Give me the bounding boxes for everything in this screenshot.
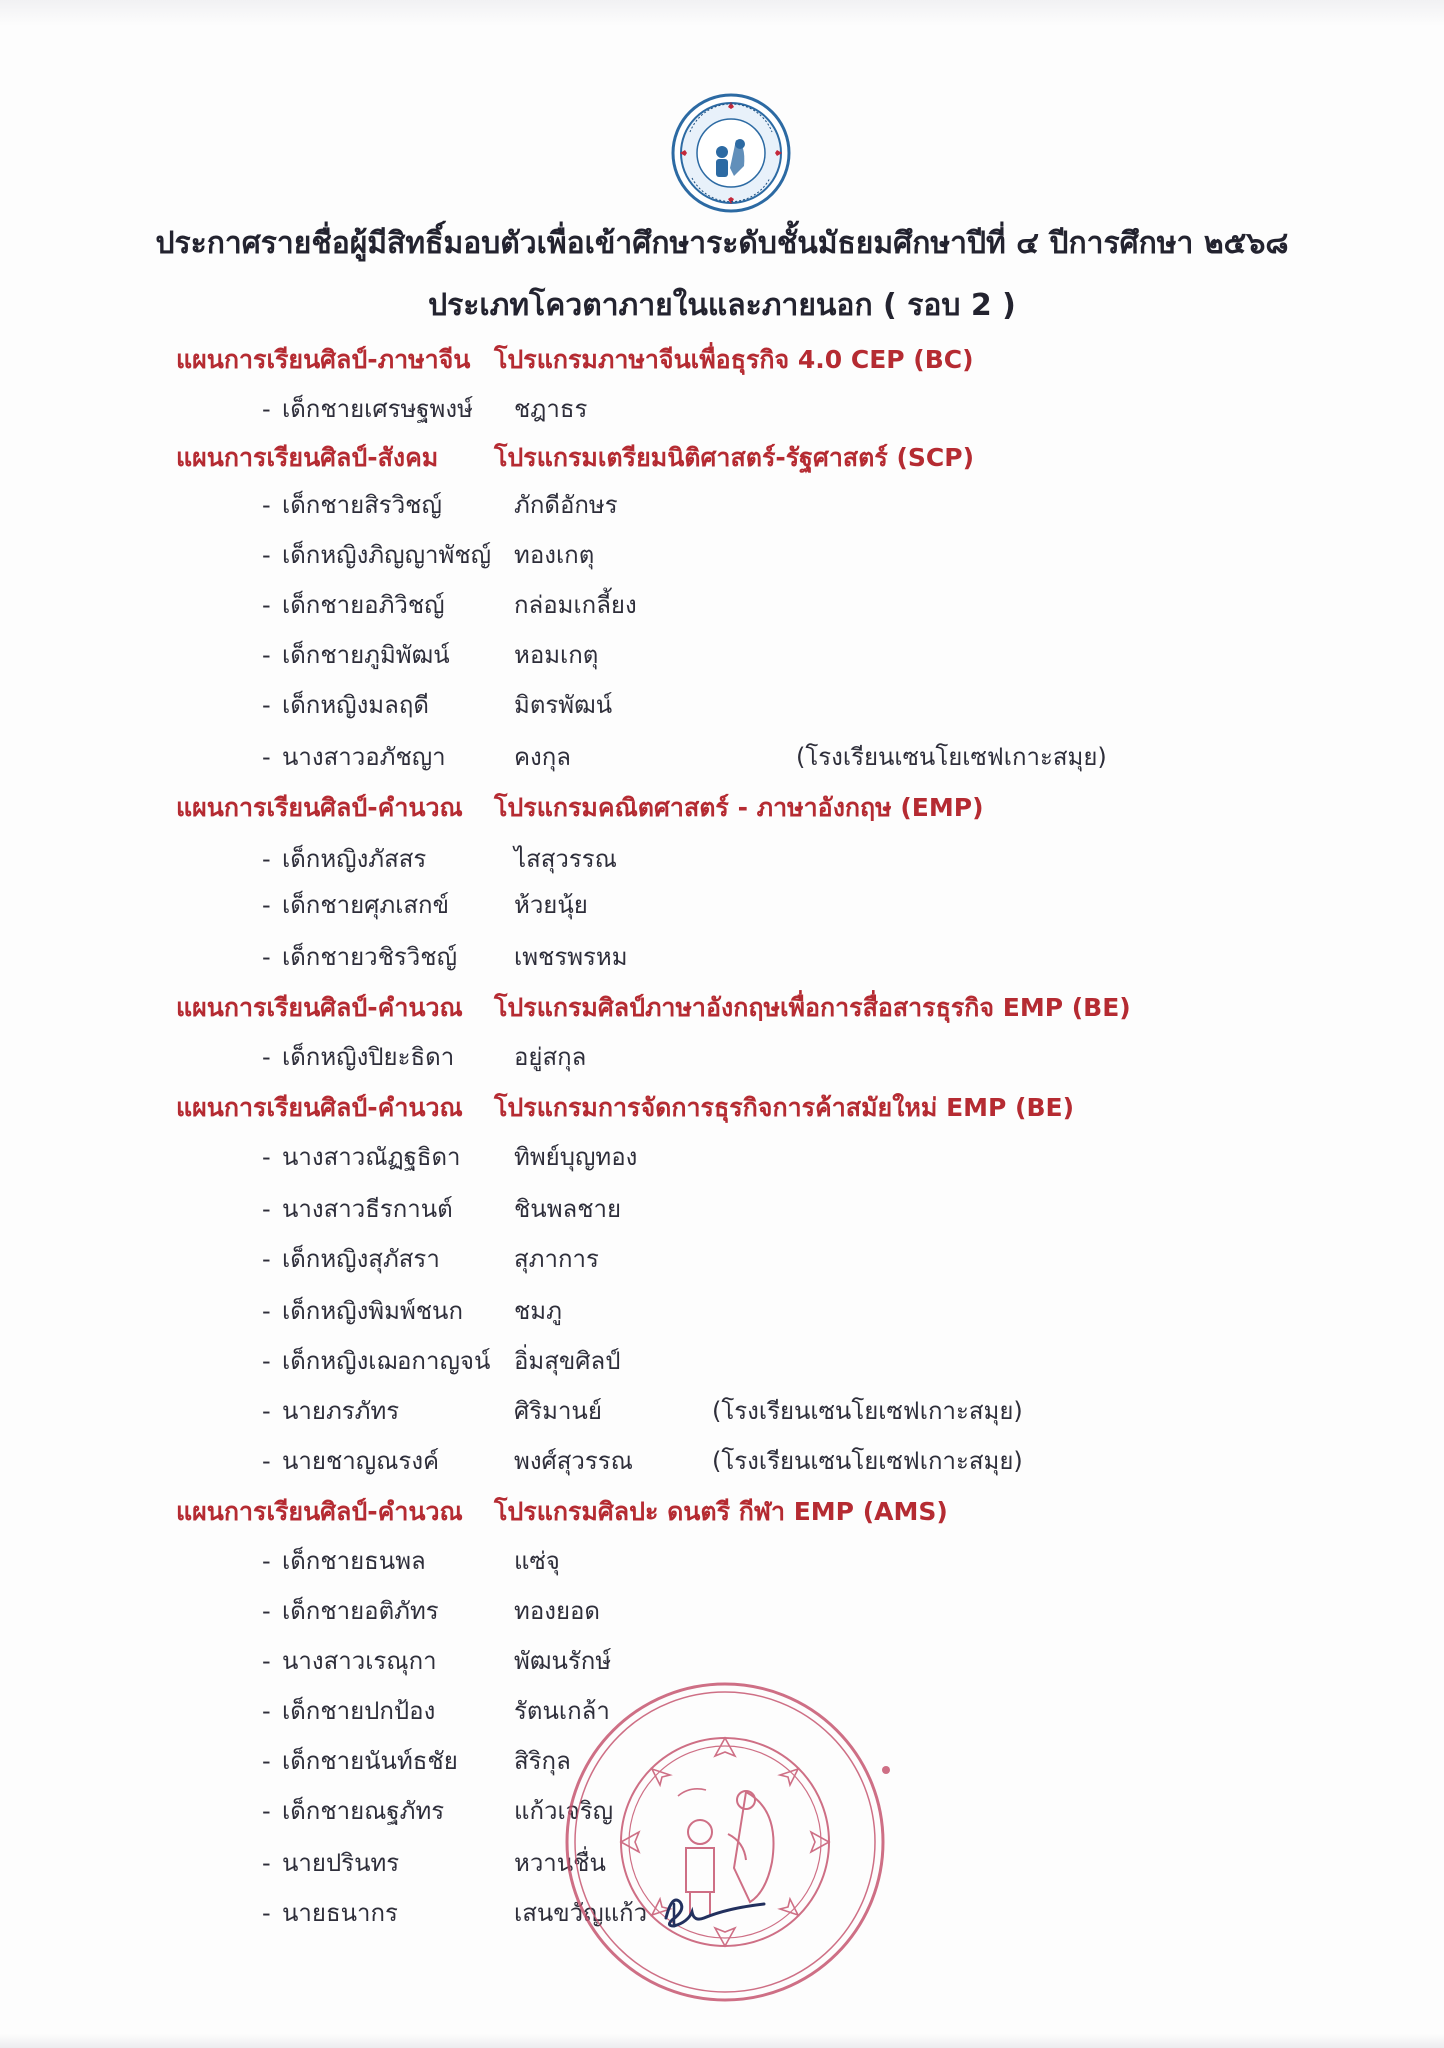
student-first-name: เด็กหญิงพิมพ์ชนก xyxy=(282,1297,463,1325)
student-last-name: พงศ์สุวรรณ xyxy=(514,1447,633,1475)
list-bullet: - xyxy=(262,1797,271,1825)
student-last-name: แก้วเจริญ xyxy=(514,1797,614,1825)
section-heading xyxy=(176,1494,948,1530)
student-first-name: นายปรินทร xyxy=(282,1849,400,1877)
student-first-name: นายภรภัทร xyxy=(282,1397,400,1425)
list-bullet: - xyxy=(262,1547,271,1575)
list-bullet: - xyxy=(262,845,271,873)
student-last-name: รัตนเกล้า xyxy=(514,1697,610,1725)
student-last-name: ศิริมานย์ xyxy=(514,1397,602,1425)
list-bullet: - xyxy=(262,1447,271,1475)
list-bullet: - xyxy=(262,1849,271,1877)
student-last-name: หอมเกตุ xyxy=(514,641,599,669)
list-bullet: - xyxy=(262,395,271,423)
list-bullet: - xyxy=(262,891,271,919)
program-label: โปรแกรมคณิตศาสตร์ - ภาษาอังกฤษ (EMP) xyxy=(494,793,984,822)
list-bullet: - xyxy=(262,541,271,569)
student-first-name: เด็กชายสิรวิชญ์ xyxy=(282,491,442,519)
study-plan-label: แผนการเรียนศิลป์-คำนวณ xyxy=(176,993,463,1022)
student-first-name: นางสาวอภัชญา xyxy=(282,743,446,771)
student-first-name: เด็กหญิงสุภัสรา xyxy=(282,1245,440,1273)
list-bullet: - xyxy=(262,591,271,619)
student-last-name: ทองยอด xyxy=(514,1597,601,1625)
study-plan-label: แผนการเรียนศิลป์-คำนวณ xyxy=(176,793,463,822)
student-first-name: เด็กหญิงภัสสร xyxy=(282,845,427,873)
list-bullet: - xyxy=(262,1195,271,1223)
list-bullet: - xyxy=(262,1697,271,1725)
student-last-name: ไสสุวรรณ xyxy=(514,845,617,873)
student-first-name: นายธนากร xyxy=(282,1899,398,1927)
student-last-name: กล่อมเกลี้ยง xyxy=(514,591,637,619)
study-plan-label: แผนการเรียนศิลป์-คำนวณ xyxy=(176,1497,463,1526)
student-last-name: อยู่สกุล xyxy=(514,1043,587,1071)
student-last-name: หวานชื่น xyxy=(514,1849,606,1877)
student-last-name: สุภาการ xyxy=(514,1245,599,1273)
program-label: โปรแกรมการจัดการธุรกิจการค้าสมัยใหม่ EMP (BE) xyxy=(494,1093,1075,1122)
student-first-name: นางสาวเรณุกา xyxy=(282,1647,437,1675)
list-bullet: - xyxy=(262,1043,271,1071)
previous-school-note: (โรงเรียนเซนโยเซฟเกาะสมุย) xyxy=(712,1447,1023,1475)
list-bullet: - xyxy=(262,1647,271,1675)
student-last-name: พัฒนรักษ์ xyxy=(514,1647,612,1675)
student-first-name: เด็กหญิงเฌอกาญจน์ xyxy=(282,1347,491,1375)
previous-school-note: (โรงเรียนเซนโยเซฟเกาะสมุย) xyxy=(796,743,1107,771)
program-label: โปรแกรมภาษาจีนเพื่อธุรกิจ 4.0 CEP (BC) xyxy=(494,345,974,374)
student-first-name: เด็กชายเศรษฐพงษ์ xyxy=(282,395,473,423)
student-last-name: ชินพลชาย xyxy=(514,1195,622,1223)
student-last-name: อิ่มสุขศิลป์ xyxy=(514,1347,621,1375)
study-plan-label: แผนการเรียนศิลป์-คำนวณ xyxy=(176,1093,463,1122)
section-heading xyxy=(176,440,974,476)
student-first-name: เด็กชายศุภเสกข์ xyxy=(282,891,449,919)
student-last-name: คงกุล xyxy=(514,743,572,771)
student-last-name: เพชรพรหม xyxy=(514,943,628,971)
list-bullet: - xyxy=(262,691,271,719)
list-bullet: - xyxy=(262,1397,271,1425)
section-heading xyxy=(176,342,974,378)
list-bullet: - xyxy=(262,1143,271,1171)
student-first-name: เด็กชายณฐภัทร xyxy=(282,1797,445,1825)
student-first-name: เด็กหญิงภิญญาพัชญ์ xyxy=(282,541,492,569)
student-first-name: เด็กชายอภิวิชญ์ xyxy=(282,591,445,619)
program-label: โปรแกรมศิลปะ ดนตรี กีฬา EMP (AMS) xyxy=(494,1497,948,1526)
list-bullet: - xyxy=(262,1597,271,1625)
student-last-name: แซ่จุ xyxy=(514,1547,560,1575)
study-plan-label: แผนการเรียนศิลป์-สังคม xyxy=(176,443,439,472)
student-first-name: เด็กชายอติภัทร xyxy=(282,1597,439,1625)
list-bullet: - xyxy=(262,943,271,971)
list-bullet: - xyxy=(262,1347,271,1375)
student-first-name: นางสาวธีรกานต์ xyxy=(282,1195,453,1223)
student-first-name: เด็กชายนันท์ธชัย xyxy=(282,1747,458,1775)
list-bullet: - xyxy=(262,743,271,771)
student-last-name: เสนขวัญแก้ว xyxy=(514,1899,648,1927)
list-bullet: - xyxy=(262,1747,271,1775)
student-last-name: ทิพย์บุญทอง xyxy=(514,1143,638,1171)
student-last-name: สิริกุล xyxy=(514,1747,571,1775)
program-label: โปรแกรมศิลป์ภาษาอังกฤษเพื่อการสื่อสารธุรกิจ EMP (BE) xyxy=(494,993,1131,1022)
student-first-name: เด็กหญิงมลฤดี xyxy=(282,691,429,719)
student-last-name: ภักดีอักษร xyxy=(514,491,618,519)
student-first-name: เด็กชายภูมิพัฒน์ xyxy=(282,641,450,669)
list-bullet: - xyxy=(262,641,271,669)
list-bullet: - xyxy=(262,1899,271,1927)
student-first-name: เด็กชายปกป้อง xyxy=(282,1697,436,1725)
student-last-name: ทองเกตุ xyxy=(514,541,595,569)
student-first-name: เด็กชายธนพล xyxy=(282,1547,426,1575)
section-heading xyxy=(176,790,984,826)
previous-school-note: (โรงเรียนเซนโยเซฟเกาะสมุย) xyxy=(712,1397,1023,1425)
list-bullet: - xyxy=(262,1297,271,1325)
announcement-subtitle: ประเภทโควตาภายในและภายนอก ( รอบ 2 ) xyxy=(428,288,1016,323)
program-label: โปรแกรมเตรียมนิติศาสตร์-รัฐศาสตร์ (SCP) xyxy=(494,443,975,472)
student-last-name: ชฎาธร xyxy=(514,395,588,423)
list-bullet: - xyxy=(262,491,271,519)
student-first-name: นางสาวณัฏฐธิดา xyxy=(282,1143,461,1171)
student-last-name: ชมภู xyxy=(514,1297,562,1325)
section-heading xyxy=(176,1090,1074,1126)
student-last-name: มิตรพัฒน์ xyxy=(514,691,613,719)
scan-edge-bottom xyxy=(0,2034,1444,2048)
student-first-name: เด็กหญิงปิยะธิดา xyxy=(282,1043,455,1071)
study-plan-label: แผนการเรียนศิลป์-ภาษาจีน xyxy=(176,345,471,374)
student-first-name: เด็กชายวชิรวิชญ์ xyxy=(282,943,458,971)
announcement-title: ประกาศรายชื่อผู้มีสิทธิ์มอบตัวเพื่อเข้าศึกษาระดับชั้นมัธยมศึกษาปีที่ ๔ ปีการศึกษา ๒๕๖๘ xyxy=(155,226,1289,261)
list-bullet: - xyxy=(262,1245,271,1273)
student-first-name: นายชาญณรงค์ xyxy=(282,1447,440,1475)
section-heading xyxy=(176,990,1131,1026)
student-last-name: ห้วยนุ้ย xyxy=(514,891,588,919)
